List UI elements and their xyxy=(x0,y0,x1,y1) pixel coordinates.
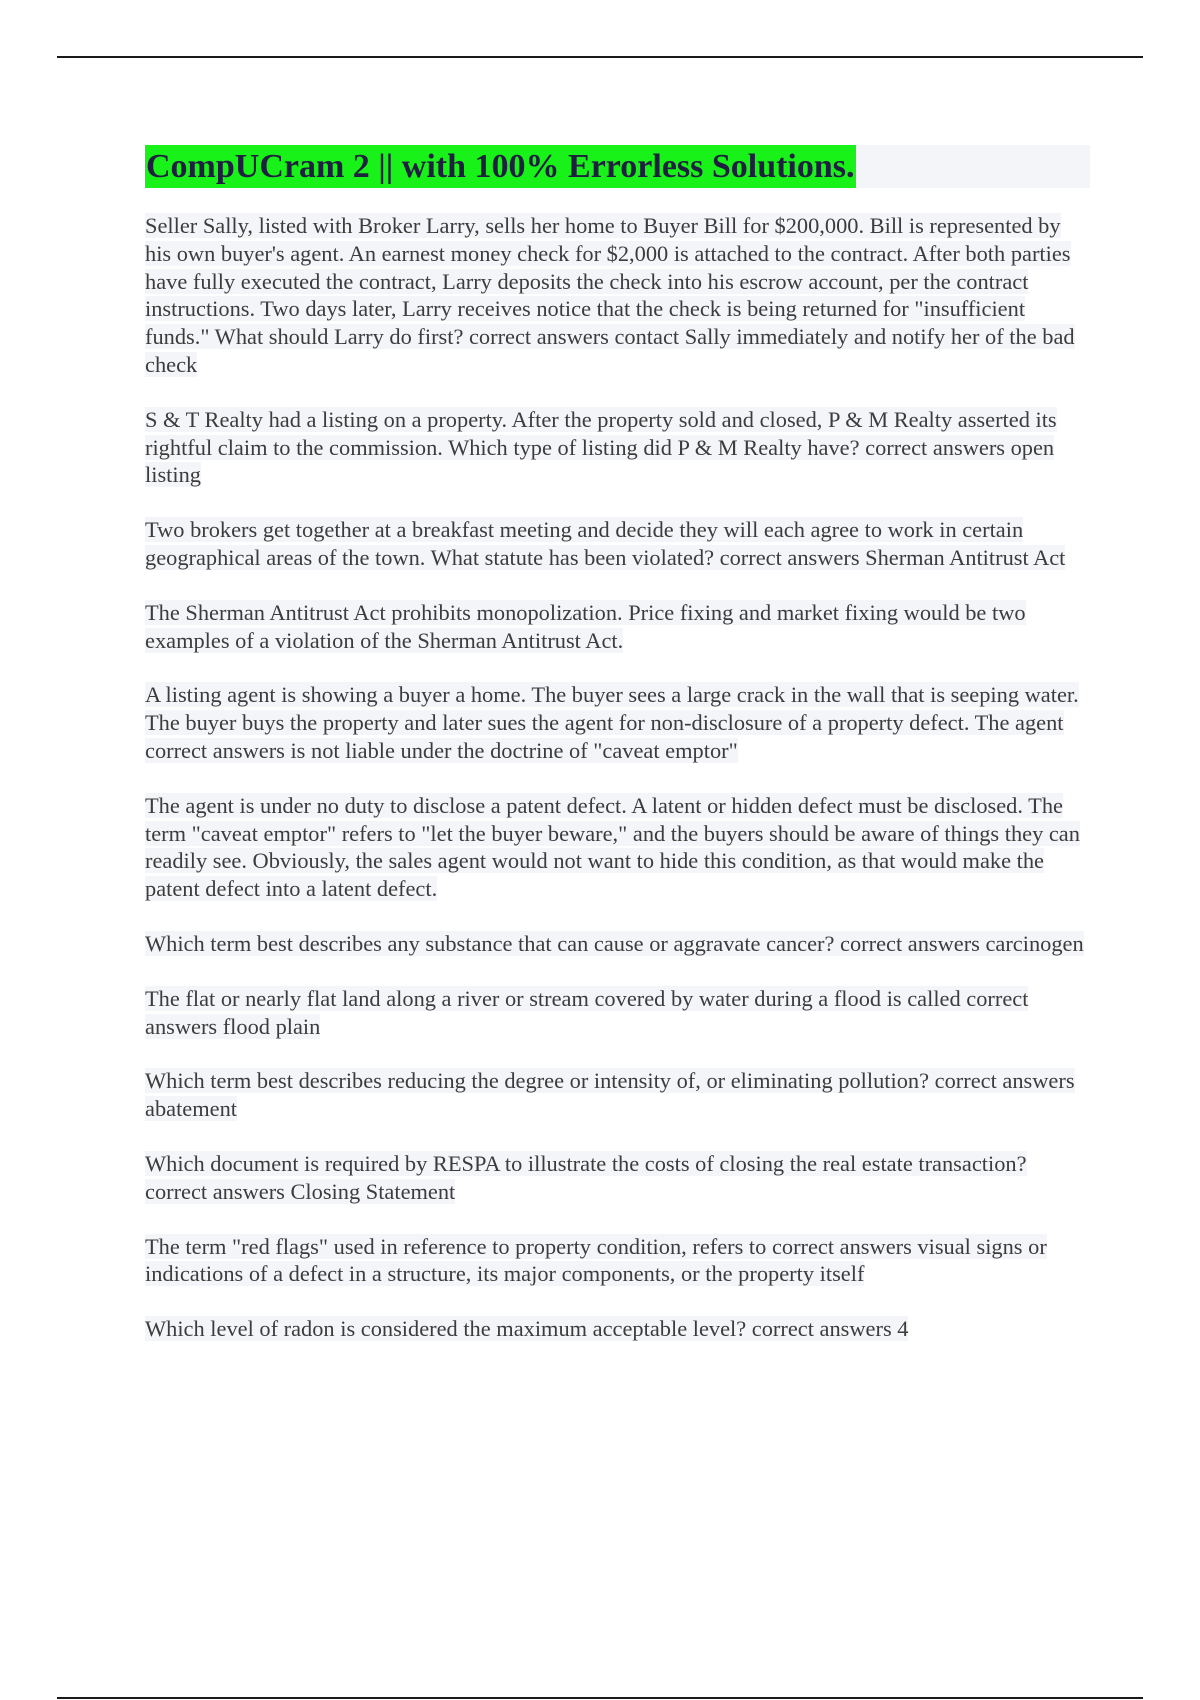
qa-item-text: The Sherman Antitrust Act prohibits monopolization. Price fixing and market fixing would be two examples of a violation of the Sherman Antitrust Act. xyxy=(145,599,1026,653)
qa-item-text: S & T Realty had a listing on a property. After the property sold and closed, P & M Realty asserted its rightful claim to the commission. Which type of listing did P & M Realty have? correct answers open listing xyxy=(145,406,1057,488)
qa-item-8 xyxy=(145,985,1090,1041)
qa-item-7 xyxy=(145,930,1090,958)
qa-item-12 xyxy=(145,1315,1090,1343)
qa-item-text: A listing agent is showing a buyer a home. The buyer sees a large crack in the wall that is seeping water. The buyer buys the property and later sues the agent for non-disclosure of a property defect. The agent correct answers is not liable under the doctrine of "caveat emptor" xyxy=(145,682,1079,763)
qa-item-5 xyxy=(145,681,1090,764)
top-rule xyxy=(57,56,1143,58)
qa-item-9 xyxy=(145,1067,1090,1123)
bottom-rule xyxy=(57,1697,1143,1699)
qa-item-text: Which document is required by RESPA to illustrate the costs of closing the real estate transaction? correct answers Closing Statement xyxy=(145,1150,1027,1204)
qa-item-text: The flat or nearly flat land along a river or stream covered by water during a flood is called correct answers flood plain xyxy=(145,985,1029,1039)
qa-item-text: Two brokers get together at a breakfast meeting and decide they will each agree to work in certain geographical areas of the town. What statute has been violated? correct answers Sherman Antitrust Act xyxy=(145,517,1066,570)
document-body xyxy=(145,145,1090,1370)
qa-item-text: Seller Sally, listed with Broker Larry, sells her home to Buyer Bill for $200,000. Bill is represented by his own buyer's agent. An earnest money check for $2,000 is attached to the contract. After both parties have fully executed the contract, Larry deposits the check into his escrow account, per the contract instructions. Two days later, Larry receives notice that the check is being returned for "insufficient funds." What should Larry do first? correct answers contact Sally immediately and notify her of the bad check xyxy=(145,213,1075,377)
qa-item-text: Which level of radon is considered the maximum acceptable level? correct answers 4 xyxy=(145,1316,909,1342)
qa-item-text: The term "red flags" used in reference to property condition, refers to correct answers visual signs or indications of a defect in a structure, its major components, or the property itself xyxy=(145,1233,1047,1287)
title-band xyxy=(145,145,1090,188)
document-title: CompUCram 2 || with 100% Errorless Solutions. xyxy=(145,145,856,188)
qa-item-11 xyxy=(145,1233,1090,1289)
qa-item-6 xyxy=(145,792,1090,903)
qa-item-text: Which term best describes any substance that can cause or aggravate cancer? correct answers carcinogen xyxy=(145,930,1084,956)
qa-item-3 xyxy=(145,516,1090,572)
qa-item-text: Which term best describes reducing the degree or intensity of, or eliminating pollution? correct answers abatement xyxy=(145,1068,1075,1122)
qa-item-2 xyxy=(145,406,1090,489)
qa-item-1 xyxy=(145,212,1090,379)
qa-item-4 xyxy=(145,599,1090,655)
qa-item-10 xyxy=(145,1150,1090,1206)
qa-item-text: The agent is under no duty to disclose a patent defect. A latent or hidden defect must be disclosed. The term "caveat emptor" refers to "let the buyer beware," and the buyers should be aware of things they can readily see. Obviously, the sales agent would not want to hide this condition, as that would make the patent defect into a latent defect. xyxy=(145,792,1080,902)
